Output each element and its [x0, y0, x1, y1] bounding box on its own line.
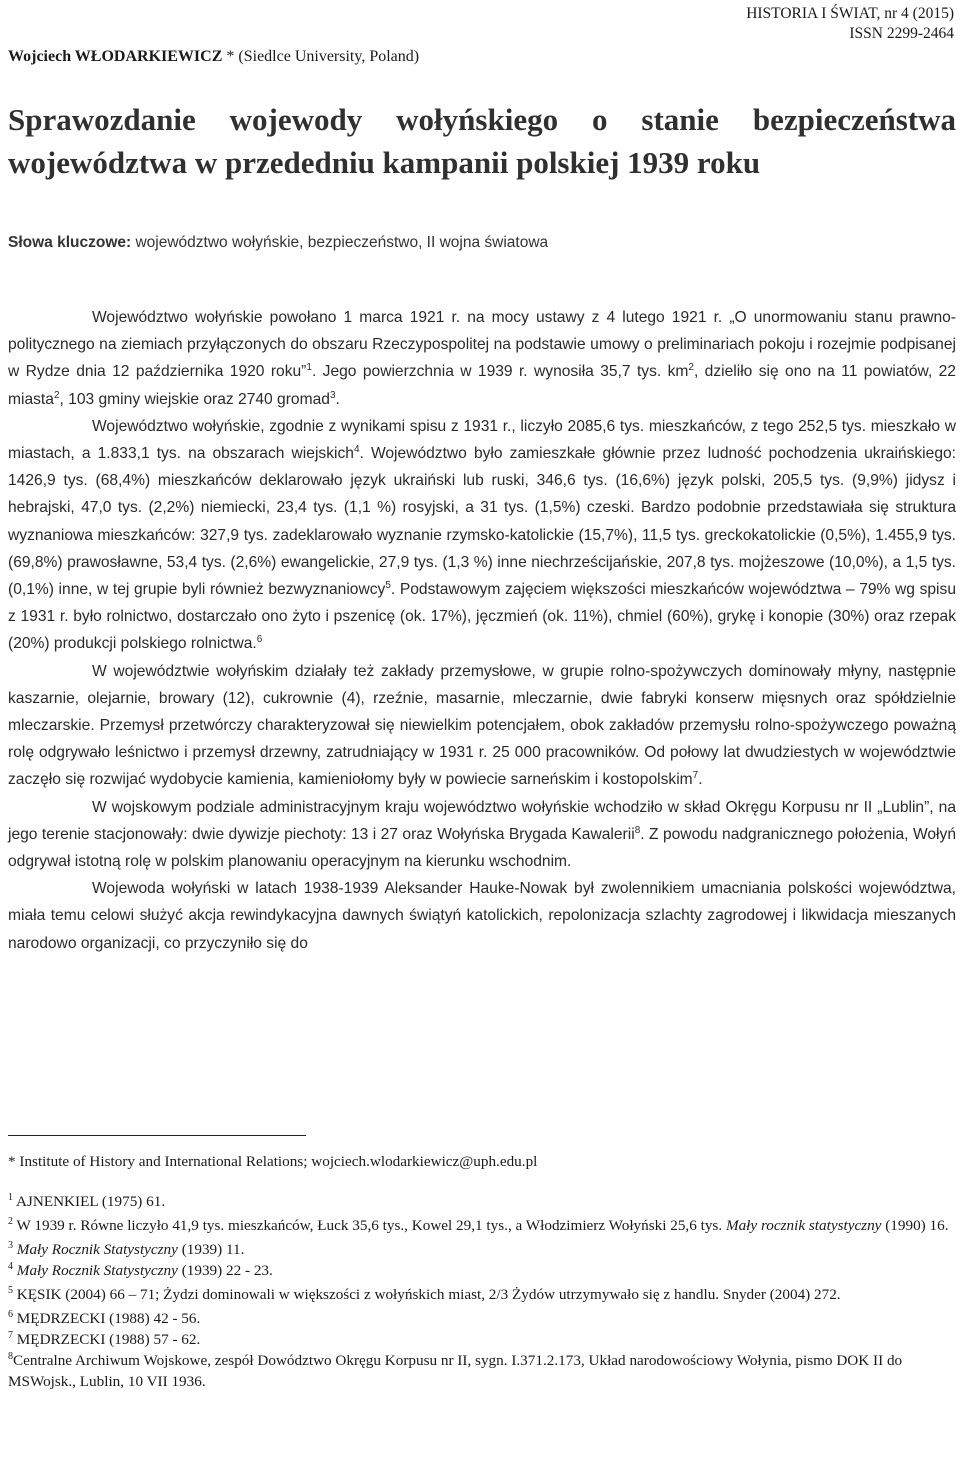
- footnote-divider: [8, 1135, 306, 1136]
- journal-header: [746, 4, 954, 44]
- keywords-label: Słowa kluczowe:: [8, 234, 132, 251]
- paper-title: [8, 98, 956, 184]
- footnote-4: $^4$ Mały Rocznik Statystyczny (1939) 22 - 23.: [8, 1260, 273, 1279]
- footnote-ref[interactable]: 3: [329, 389, 336, 401]
- footnote-6: $^6$ MĘDRZECKI (1988) 42 - 56.: [8, 1308, 201, 1327]
- footnote-8: $^8$Centralne Archiwum Wojskowe, zespół Dowództwo Okręgu Korpusu nr II, sygn. I.371.2.173, Układ narodowościowy Wołynia, pismo DOK II do MSWojsk., Lublin, 10 VII 1936.: [8, 1350, 903, 1390]
- footnote-ref[interactable]: 5: [385, 579, 391, 591]
- footnote-ref[interactable]: 2: [53, 389, 60, 401]
- footnote-ref[interactable]: 4: [353, 443, 360, 455]
- footnote-ref[interactable]: 7: [692, 770, 699, 782]
- footnote-marker: *: [8, 1153, 16, 1170]
- footnote-ref[interactable]: 1: [306, 362, 312, 374]
- footnote-7: $^7$ MĘDRZECKI (1988) 57 - 62.: [8, 1329, 201, 1348]
- footnote-3: $^3$ Mały Rocznik Statystyczny (1939) 11.: [8, 1239, 245, 1258]
- author-marker: *: [226, 48, 235, 65]
- author-line: [8, 46, 419, 68]
- paragraph-2: Województwo wołyńskie, zgodnie z wynikami spisu z 1931 r., liczyło 2085,6 tys. mieszkańców, z tego 252,5 tys. mieszkało w miastach, a 1.833,1 tys. na obszarach wiejskich$^4$. Województwo było zamieszkałe głównie przez ludność pochodzenia ukraińskiego: 1426,9 tys. (68,4%) mieszkańców deklarowało język ukraiński lub ruski, 346,6 tys. (16,6%) język polski, 205,5 tys. (9,9%) jidysz i hebrajski, 47,0 tys. (2,2%) niemiecki, 23,4 tys. (1,1 %) rosyjski, a 31 tys. (1,5%) czeski. Bardzo podobnie przedstawiała się struktura wyznaniowa mieszkańców: 327,9 tys. zadeklarowało wyznanie rzymsko-katolickie (15,7%), 11,5 tys. greckokatolickie (0,5%), 1.455,9 tys. (69,8%) prawosławne, 53,4 tys. (2,6%) ewangelickie, 27,9 tys. (1,3 %) inne niechrześcijańskie, 207,8 tys. mojżeszowe (10,0%), a 1,5 tys. (0,1%) inne, w tej grupie byli również bezwyznaniowcy$^5$. Podstawowym zajęciem większości mieszkańców województwa – 79% wg spisu z 1931 r. było rolnictwo, dostarczało ono żyto i pszenicę (ok. 17%), jęczmień (ok. 11%), chmiel (60%), grykę i konopie (30%) oraz rzepak (20%) produkcji polskiego rolnictwa.$^6$: [8, 417, 957, 653]
- footnote-number: 3: [8, 1239, 13, 1251]
- footnotes: [8, 1151, 956, 1392]
- footnote-ref[interactable]: 8: [634, 824, 641, 836]
- footnote-number: 7: [8, 1329, 13, 1341]
- footnote-number: 4: [8, 1260, 13, 1272]
- title-line-1: Sprawozdanie wojewody wołyńskiego o stanie bezpieczeństwa: [8, 102, 956, 137]
- footnote-5: $^5$ KĘSIK (2004) 66 – 71; Żydzi dominowali w większości z wołyńskich miast, 2/3 Żydów utrzymywało się z handlu. Snyder (2004) 272.: [8, 1284, 841, 1303]
- keywords-text: województwo wołyńskie, bezpieczeństwo, II wojna światowa: [135, 234, 549, 251]
- superscript: 2: [688, 362, 694, 374]
- journal-name: HISTORIA I ŚWIAT, nr 4 (2015): [746, 5, 954, 22]
- footnote-number: 5: [8, 1284, 13, 1296]
- keywords: [8, 232, 956, 254]
- author-name: Wojciech WŁODARKIEWICZ: [8, 48, 223, 65]
- footnote-1: $^1$ AJNENKIEL (1975) 61.: [8, 1191, 166, 1210]
- footnote-number: 8: [8, 1350, 13, 1362]
- footnote-author: * Institute of History and International Relations; wojciech.wlodarkiewicz@uph.edu.pl: [8, 1153, 538, 1170]
- author-affiliation: (Siedlce University, Poland): [238, 48, 420, 65]
- footnote-2: $^2$ W 1939 r. Równe liczyło 41,9 tys. mieszkańców, Łuck 35,6 tys., Kowel 29,1 tys., a Włodzimierz Wołyński 25,6 tys. Mały rocznik statystyczny (1990) 16.: [8, 1215, 949, 1234]
- body-text: [8, 304, 956, 957]
- footnote-number: 1: [8, 1191, 13, 1203]
- paragraph-5: Wojewoda wołyński w latach 1938-1939 Aleksander Hauke-Nowak był zwolennikiem umacniania polskości województwa, miała temu celowi służyć akcja rewindykacyjna dawnych świątyń katolickich, repolonizacja szlachty zagrodowej i likwidacja mieszanych narodowo organizacji, co przyczyniło się do: [8, 880, 956, 952]
- footnote-number: 6: [8, 1308, 13, 1320]
- paragraph-4: W wojskowym podziale administracyjnym kraju województwo wołyńskie wchodziło w skład Okręgu Korpusu nr II „Lublin”, na jego terenie stacjonowały: dwie dywizje piechoty: 13 i 27 oraz Wołyńska Brygada Kawalerii$^8$. Z powodu nadgranicznego położenia, Wołyń odgrywał istotną rolę w polskim planowaniu operacyjnym na kierunku wschodnim.: [8, 798, 956, 871]
- title-line-2: województwa w przededniu kampanii polskiej 1939 roku: [8, 145, 761, 180]
- paragraph-3: W województwie wołyńskim działały też zakłady przemysłowe, w grupie rolno-spożywczych dominowały młyny, następnie kaszarnie, olejarnie, browary (12), cukrownie (4), rzeźnie, masarnie, mleczarnie, dwie fabryki konserw mięsnych oraz spółdzielnie mleczarskie. Przemysł przetwórczy charakteryzował się niewielkim potencjałem, obok zakładów przemysłu rolno-spożywczego poważną rolę odgrywało leśnictwo i przemysł drzewny, zatrudniający w 1931 r. 25 000 pracowników. Od połowy lat dwudziestych w województwie zaczęło się rozwijać wydobycie kamienia, kamieniołomy były w powiecie sarneńskim i kostopolskim$^7$.: [8, 662, 956, 789]
- footnote-ref[interactable]: 6: [256, 634, 263, 646]
- issn: ISSN 2299-2464: [849, 25, 954, 42]
- paragraph-1: Województwo wołyńskie powołano 1 marca 1921 r. na mocy ustawy z 4 lutego 1921 r. „O unormowaniu stanu prawno-politycznego na ziemiach przyłączonych do obszaru Rzeczypospolitej na podstawie umowy o preliminariach pokoju i rozejmie podpisanej w Rydze dnia 12 października 1920 roku”$^1$. Jego powierzchnia w 1939 r. wynosiła 35,7 tys. $km^2$, dzieliło się ono na 11 powiatów, 22 miasta$^2$, 103 gminy wiejskie oraz 2740 gromad$^3$.: [8, 309, 956, 408]
- footnote-number: 2: [8, 1215, 13, 1227]
